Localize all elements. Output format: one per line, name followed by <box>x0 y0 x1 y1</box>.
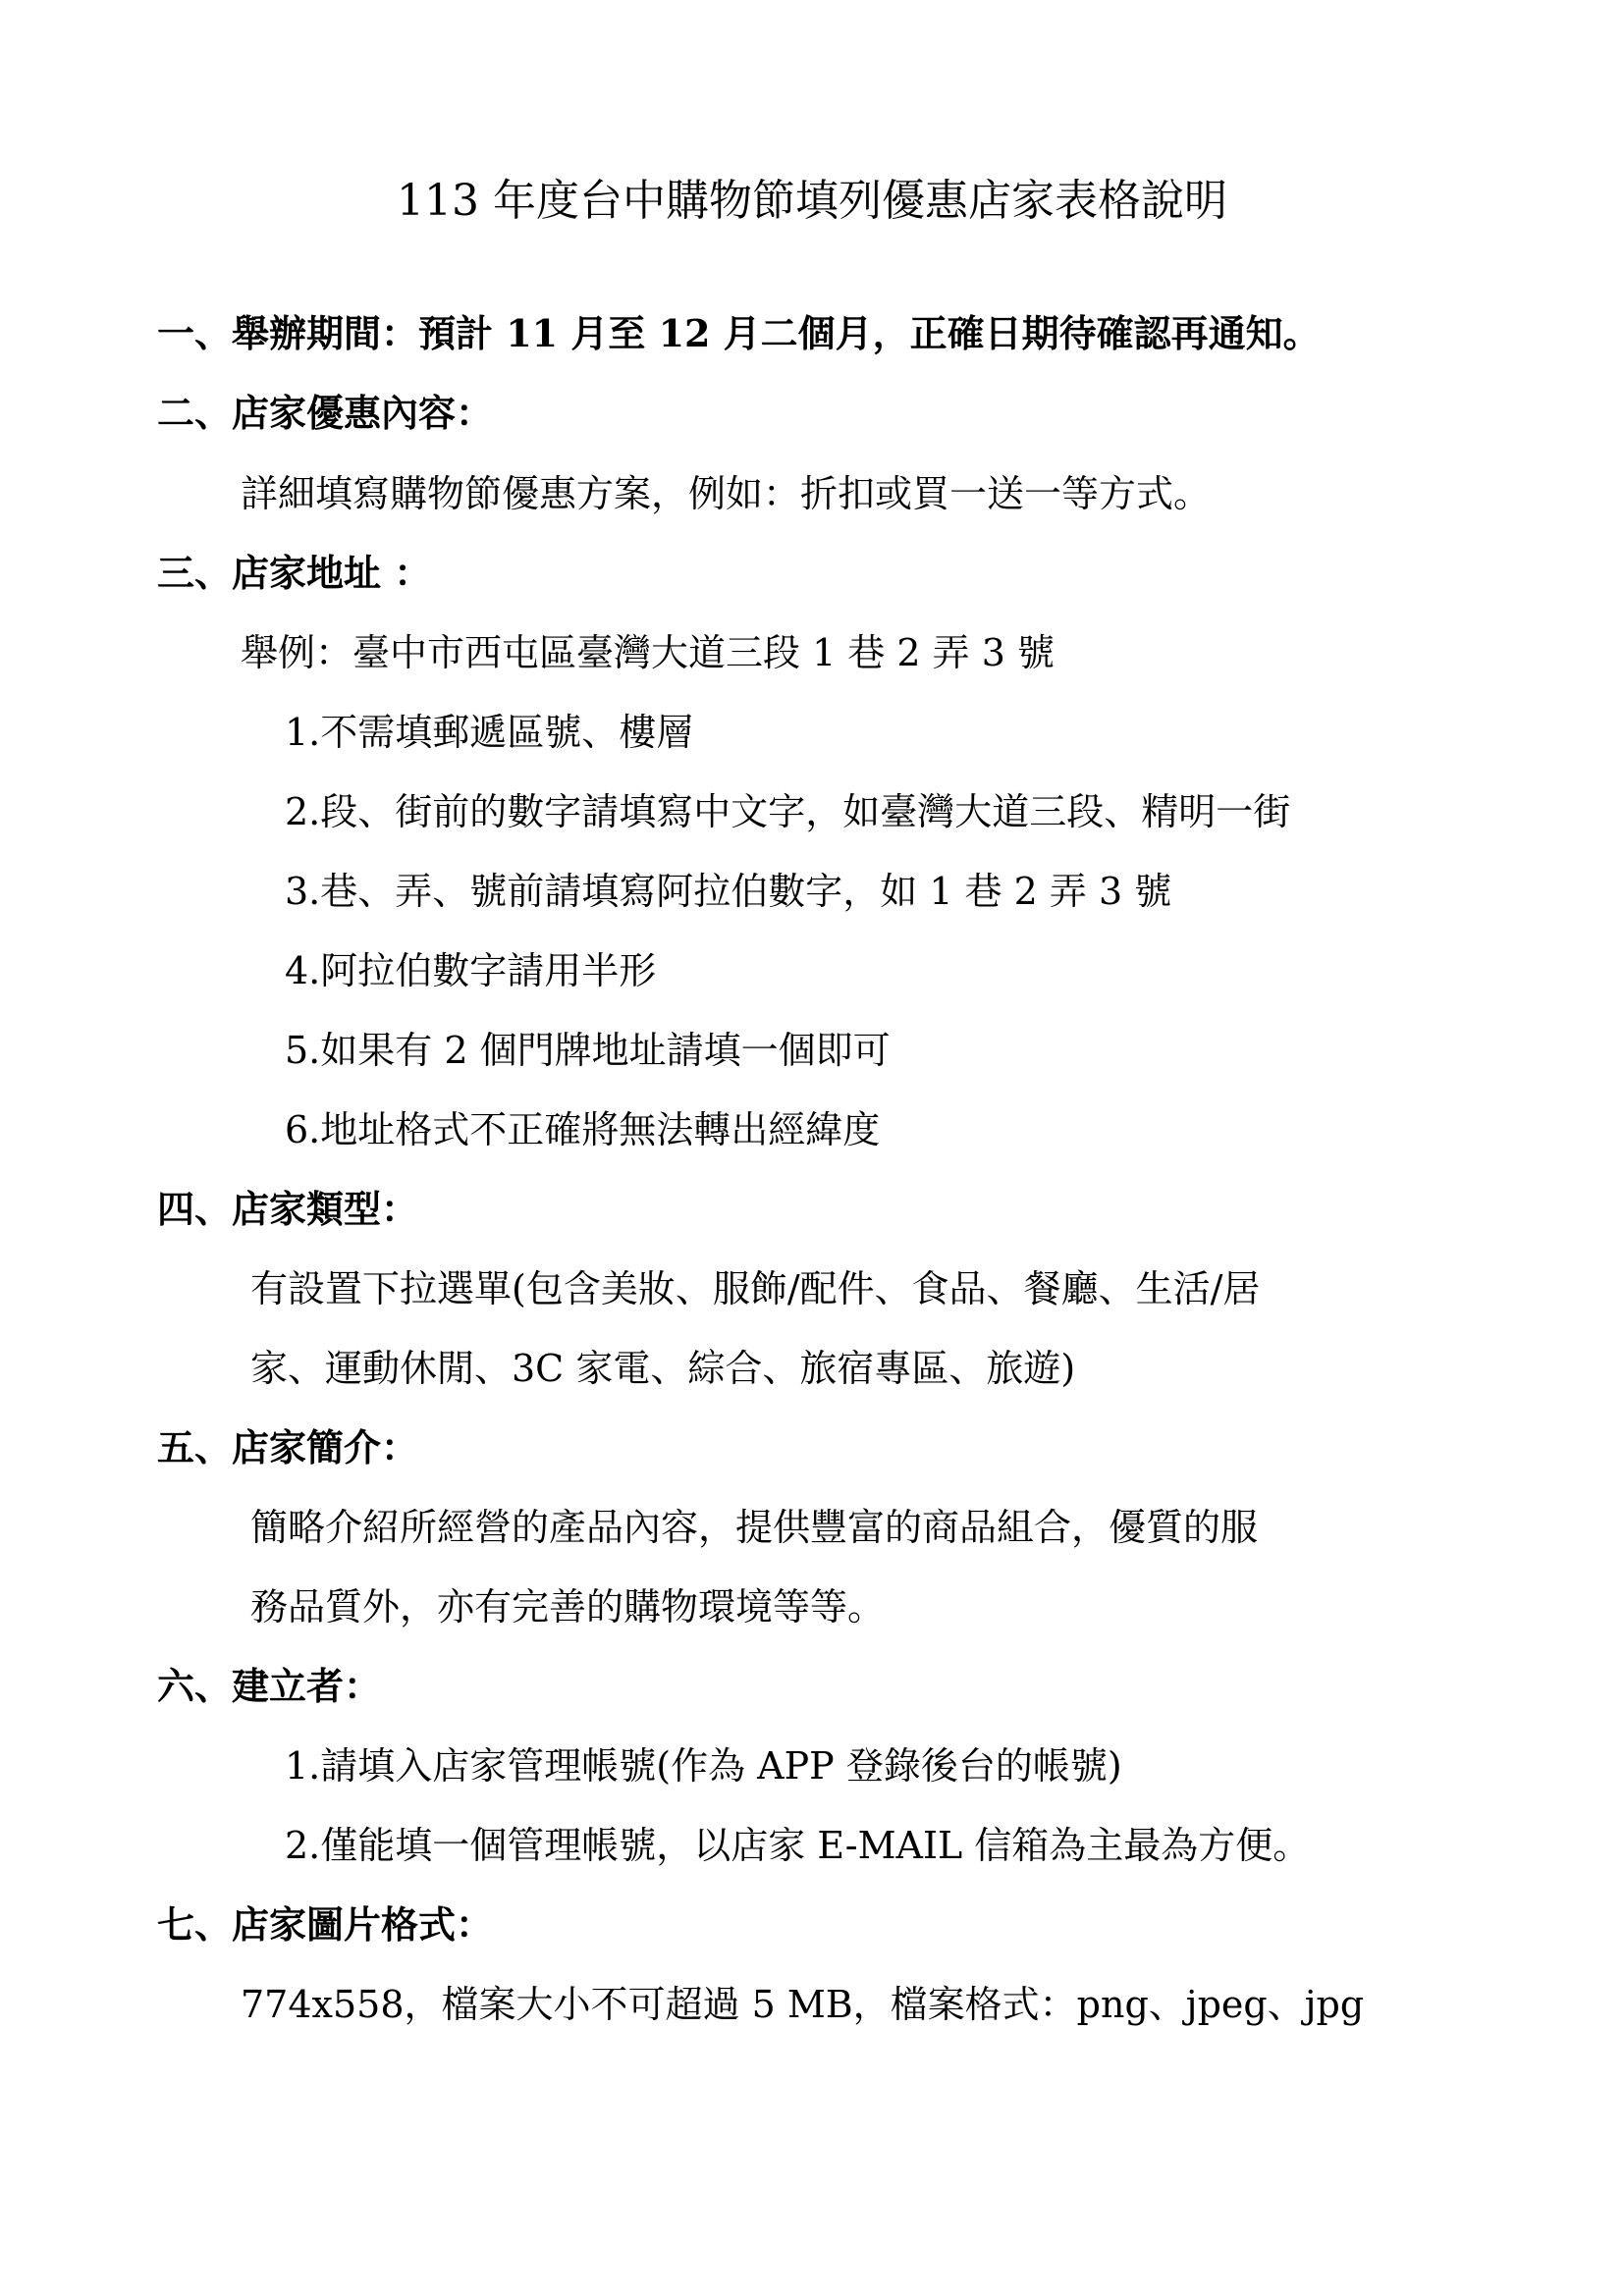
document-title: 113 年度台中購物節填列優惠店家表格說明 <box>397 176 1227 226</box>
section-3-rule-5: 5.如果有 2 個門牌地址請填一個即可 <box>285 1029 891 1072</box>
section-2-line: 詳細填寫購物節優惠方案，例如：折扣或買一送一等方式。 <box>241 472 1212 515</box>
section-3-example: 舉例：臺中市西屯區臺灣大道三段 1 巷 2 弄 3 號 <box>241 631 1056 674</box>
section-3-rule-4: 4.阿拉伯數字請用半形 <box>285 949 657 992</box>
section-2-heading: 二、店家優惠內容： <box>157 391 494 435</box>
section-5-line-1: 簡略介紹所經營的產品內容，提供豐富的商品組合，優質的服 <box>250 1506 1259 1549</box>
section-3-rule-6: 6.地址格式不正確將無法轉出經緯度 <box>285 1108 881 1151</box>
section-6-rule-2: 2.僅能填一個管理帳號，以店家 E-MAIL 信箱為主最為方便。 <box>285 1824 1311 1867</box>
section-4-heading: 四、店家類型： <box>157 1187 419 1231</box>
section-6-rule-1: 1.請填入店家管理帳號(作為 APP 登錄後台的帳號) <box>285 1744 1122 1788</box>
section-3-rule-1: 1.不需填郵遞區號、樓層 <box>285 711 694 754</box>
section-5-line-2: 務品質外，亦有完善的購物環境等等。 <box>250 1585 886 1629</box>
section-3-rule-2: 2.段、街前的數字請填寫中文字，如臺灣大道三段、精明一街 <box>285 790 1291 833</box>
section-3-rule-3: 3.巷、弄、號前請填寫阿拉伯數字，如 1 巷 2 弄 3 號 <box>285 870 1172 913</box>
section-5-heading: 五、店家簡介： <box>157 1425 419 1469</box>
section-7-heading: 七、店家圖片格式： <box>157 1902 494 1947</box>
section-4-line-2: 家、運動休閒、3C 家電、綜合、旅宿專區、旅遊) <box>250 1347 1076 1390</box>
section-6-heading: 六、建立者： <box>157 1664 382 1708</box>
section-1-heading: 一、舉辦期間：預計 11 月至 12 月二個月，正確日期待確認再通知。 <box>157 311 1321 355</box>
section-3-heading: 三、店家地址 ： <box>157 551 432 595</box>
section-7-line: 774x558，檔案大小不可超過 5 MB，檔案格式：png、jpeg、jpg <box>241 1983 1365 2026</box>
section-4-line-1: 有設置下拉選單(包含美妝、服飾/配件、食品、餐廳、生活/居 <box>250 1267 1261 1310</box>
